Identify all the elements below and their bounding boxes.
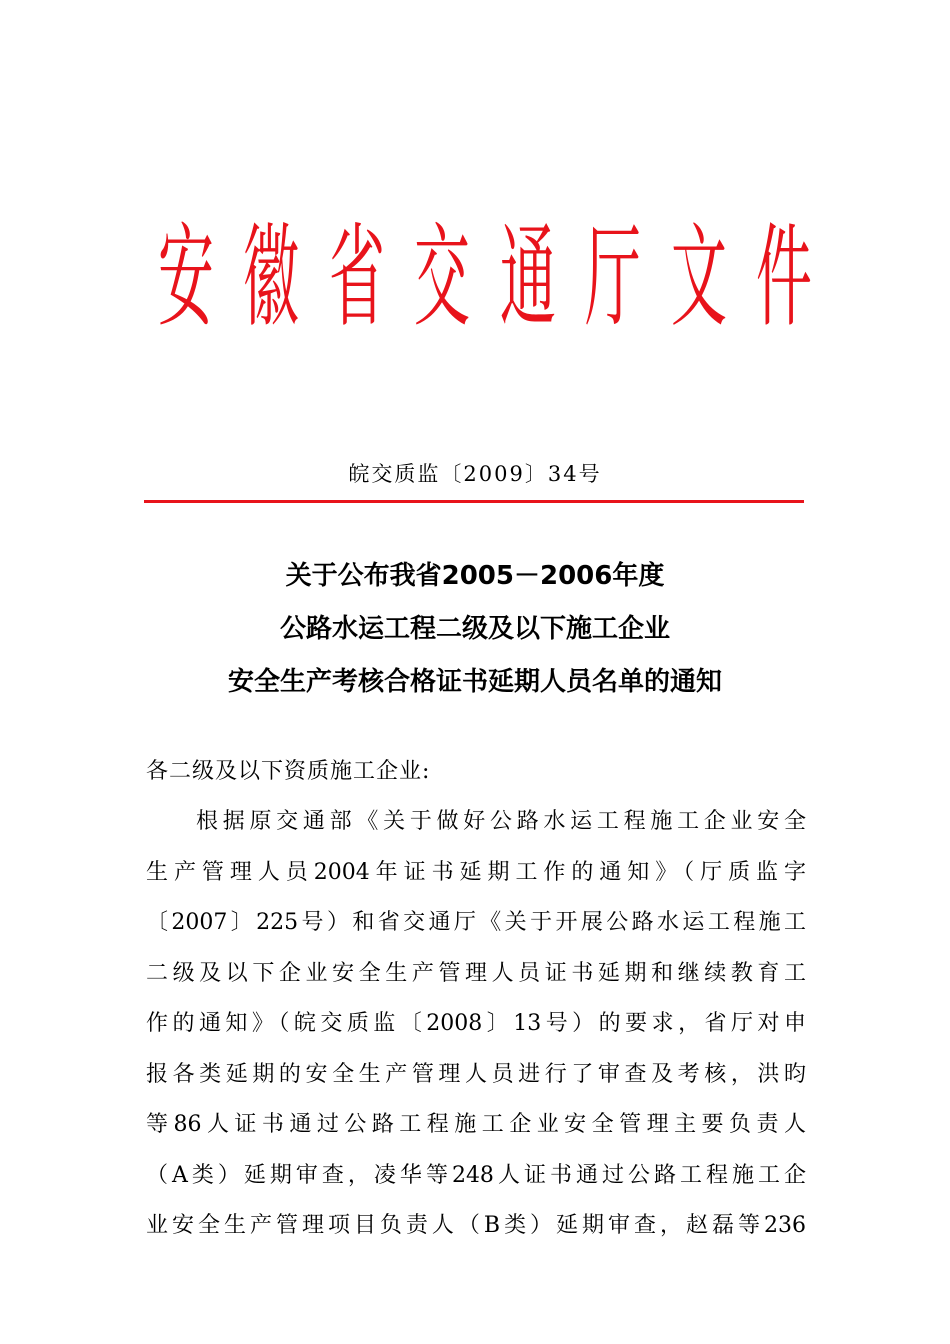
body-line: 等86人证书通过公路工程施工企业安全管理主要负责人: [146, 1112, 806, 1137]
document-masthead: [150, 212, 820, 342]
body-line: （A类）延期审查，凌华等248人证书通过公路工程施工企: [146, 1162, 806, 1188]
masthead-char: 文: [670, 211, 727, 343]
title-line-3: 安全生产考核合格证书延期人员名单的通知: [227, 667, 722, 697]
body-line: 业安全生产管理项目负责人（B类）延期审查，赵磊等236: [146, 1213, 806, 1238]
masthead-char: 省: [328, 211, 385, 343]
body-line: 作的通知》（皖交质监〔2008〕13号）的要求，省厅对申: [146, 1011, 806, 1036]
body-paragraph: [146, 805, 806, 1260]
body-line: 报各类延期的安全生产管理人员进行了审查及考核，洪昀: [146, 1061, 806, 1087]
masthead-char: 交: [414, 211, 471, 343]
document-title: [0, 550, 950, 709]
masthead-char: 通: [499, 211, 556, 343]
masthead-char: 件: [755, 211, 813, 343]
masthead-char: 厅: [585, 211, 642, 343]
body-line: 根据原交通部《关于做好公路水运工程施工企业安全: [196, 809, 806, 834]
title-line-2: 公路水运工程二级及以下施工企业: [279, 614, 670, 644]
body-line: 〔2007〕225号）和省交通厅《关于开展公路水运工程施工: [146, 910, 806, 935]
title-line-1: 关于公布我省2005－2006年度: [285, 561, 665, 591]
body-line: 生产管理人员2004年证书延期工作的通知》（厅质监字: [146, 859, 806, 885]
masthead-char: 徽: [243, 211, 300, 343]
masthead-char: 安: [157, 211, 215, 343]
document-number: 皖交质监〔2009〕34号: [348, 462, 602, 486]
red-divider-line: [144, 500, 804, 503]
salutation: 各二级及以下资质施工企业:: [146, 759, 431, 784]
body-line: 二级及以下企业安全生产管理人员证书延期和继续教育工: [146, 960, 806, 986]
